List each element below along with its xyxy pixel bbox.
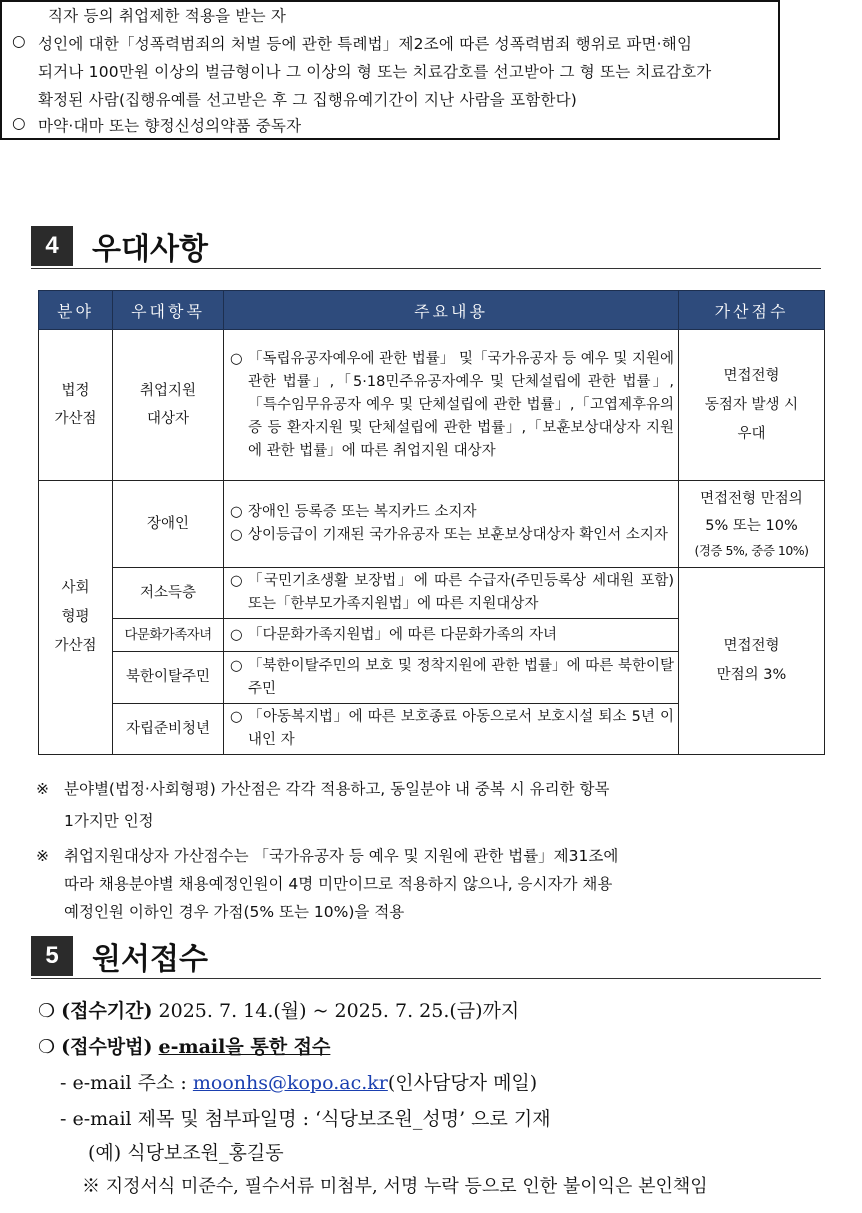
item-cell: 장애인 xyxy=(113,481,224,568)
example-line: (예) 식당보조원_홍길동 xyxy=(88,1142,284,1164)
header-cell: 우대항목 xyxy=(113,291,224,330)
email-note: (인사담당자 메일) xyxy=(387,1072,538,1094)
section-number: 4 xyxy=(31,226,73,266)
bullet-mark: ○ xyxy=(230,626,243,643)
content-cell xyxy=(224,652,679,704)
bullet-mark: ❍ xyxy=(38,1036,56,1058)
note-text: 예정인원 이하인 경우 가점(5% 또는 10%)을 적용 xyxy=(64,903,405,921)
table-row xyxy=(39,481,825,568)
content-cell xyxy=(224,619,679,652)
email-address-line xyxy=(60,1068,537,1095)
content-text: 장애인 등록증 또는 복지카드 소지자 xyxy=(248,504,477,520)
content-text: 상이등급이 기재된 국가유공자 또는 보훈보상대상자 확인서 소지자 xyxy=(248,527,668,543)
table-header-row xyxy=(39,291,825,330)
bullet-mark: ○ xyxy=(230,350,243,367)
table-row xyxy=(39,568,825,619)
item-cell: 저소득층 xyxy=(113,568,224,619)
field-cell: 법정 가산점 xyxy=(39,330,113,481)
warning-line: ※ 지정서식 미준수, 필수서류 미첨부, 서명 누락 등으로 인한 불이익은 본인책임 xyxy=(82,1176,708,1197)
content-cell xyxy=(224,568,679,619)
email-label: - e-mail 주소 : xyxy=(60,1072,187,1094)
bullet-mark: ❍ xyxy=(38,1000,56,1022)
header-cell: 분야 xyxy=(39,291,113,330)
note-mark: ※ xyxy=(36,847,49,865)
bullet-mark: ○ xyxy=(12,114,26,132)
preference-table xyxy=(38,290,825,755)
item-cell: 북한이탈주민 xyxy=(113,652,224,704)
bullet-mark: ○ xyxy=(230,573,243,589)
content-text: 「아동복지법」에 따른 보호종료 아동으로서 보호시설 퇴소 5년 이내인 자 xyxy=(248,709,674,748)
box-line: 확정된 사람(집행유예를 선고받은 후 그 집행유예기간이 지난 사람을 포함한다) xyxy=(38,91,578,109)
box-line: 직자 등의 취업제한 적용을 받는 자 xyxy=(48,7,287,25)
period-label: (접수기간) xyxy=(61,1000,153,1022)
note-text: 취업지원대상자 가산점수는 「국가유공자 등 예우 및 지원에 관한 법률」제31조에 xyxy=(64,847,619,865)
item-cell: 취업지원 대상자 xyxy=(113,330,224,481)
box-line: 마약·대마 또는 향정신성의약품 중독자 xyxy=(38,117,302,135)
bullet-mark: ○ xyxy=(230,504,243,520)
email-subject-line: - e-mail 제목 및 첨부파일명 : ‘식당보조원_성명’ 으로 기재 xyxy=(60,1108,551,1130)
box-line: 성인에 대한「성폭력범죄의 처벌 등에 관한 특례법」제2조에 따른 성폭력범죄 행위로 파면·해임 xyxy=(38,35,693,53)
table-row xyxy=(39,330,825,481)
period-value: 2025. 7. 14.(월) ~ 2025. 7. 25.(금)까지 xyxy=(158,1000,520,1022)
bullet-mark: ○ xyxy=(230,657,243,674)
item-cell: 자립준비청년 xyxy=(113,704,224,755)
note-text: 분야별(법정·사회형평) 가산점은 각각 적용하고, 동일분야 내 중복 시 유리한 항목 xyxy=(64,780,610,798)
method-value: e-mail을 통한 접수 xyxy=(158,1036,331,1058)
section-divider xyxy=(31,268,821,269)
content-text: 「독립유공자예우에 관한 법률」 및「국가유공자 등 예우 및 지원에 관한 법률」,「5·18민주유공자예우 및 단체설립에 관한 법률」,「특수임무유공자 예우 및 단체설립에 관한 법률」,「고엽제후유의증 등 환자지원 및 단체설립에 관한 법률」,「보훈보상대상자 지원에 관한 법률」에 따른 취업지원 대상자 xyxy=(248,350,674,459)
points-text: 면접전형 만점의 xyxy=(700,491,803,507)
content-cell xyxy=(224,704,679,755)
content-text: 「국민기초생활 보장법」에 따른 수급자(주민등록상 세대원 포함) 또는「한부모가족지원법」에 따른 지원대상자 xyxy=(248,573,674,612)
points-cell: 면접전형 동점자 발생 시 우대 xyxy=(679,330,825,481)
section-title: 원서접수 xyxy=(92,942,208,977)
points-cell: 면접전형 만점의 3% xyxy=(679,568,825,755)
points-text: (경증 5%, 중증 10%) xyxy=(694,543,809,558)
box-line: 되거나 100만원 이상의 벌금형이나 그 이상의 형 또는 치료감호를 선고받아 그 형 또는 치료감호가 xyxy=(38,63,712,81)
note-mark: ※ xyxy=(36,780,49,798)
bullet-mark: ○ xyxy=(230,709,243,725)
application-method xyxy=(38,1032,330,1059)
note-text: 1가지만 인정 xyxy=(64,812,154,830)
field-cell: 사회 형평 가산점 xyxy=(39,481,113,755)
section-number: 5 xyxy=(31,936,73,976)
header-cell: 주요내용 xyxy=(224,291,679,330)
application-period xyxy=(38,996,519,1023)
content-cell xyxy=(224,481,679,568)
header-cell: 가산점수 xyxy=(679,291,825,330)
bullet-mark: ○ xyxy=(230,527,243,543)
item-cell: 다문화가족자녀 xyxy=(113,619,224,652)
bullet-mark: ○ xyxy=(12,32,26,50)
note-text: 따라 채용분야별 채용예정인원이 4명 미만이므로 적용하지 않으나, 응시자가 채용 xyxy=(64,875,613,893)
method-label: (접수방법) xyxy=(61,1036,153,1058)
points-cell xyxy=(679,481,825,568)
section-title: 우대사항 xyxy=(92,232,208,267)
content-text: 「다문화가족지원법」에 따른 다문화가족의 자녀 xyxy=(248,626,557,643)
disqualification-box xyxy=(0,0,780,140)
content-text: 「북한이탈주민의 보호 및 정착지원에 관한 법률」에 따른 북한이탈주민 xyxy=(248,657,674,697)
points-text: 5% 또는 10% xyxy=(705,518,798,534)
email-link[interactable]: moonhs@kopo.ac.kr xyxy=(192,1072,388,1094)
content-cell xyxy=(224,330,679,481)
section-divider xyxy=(31,978,821,979)
